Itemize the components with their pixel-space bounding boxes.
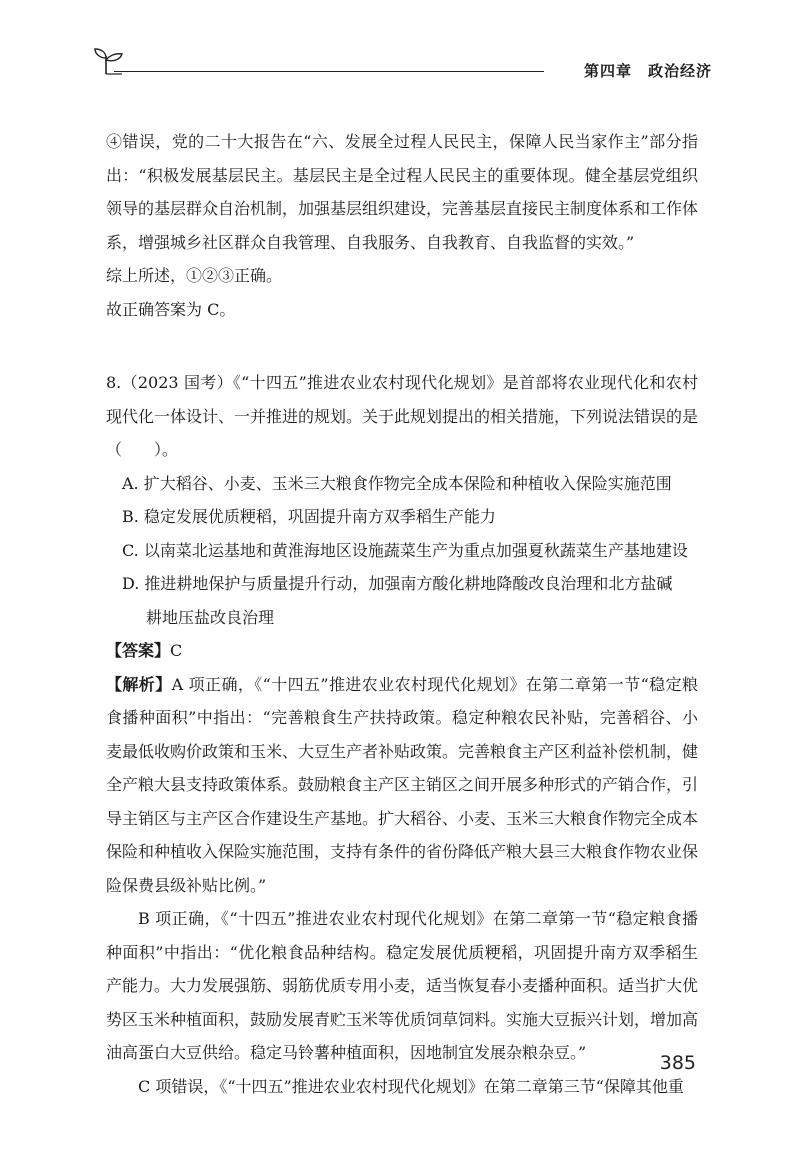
answer-block — [106, 634, 698, 668]
option-c: C. 以南菜北运基地和黄淮海地区设施蔬菜生产为重点加强夏秋蔬菜生产基地建设 — [122, 540, 688, 560]
analysis-b: B 项正确，《“十四五”推进农业农村现代化规划》在第二章第一节“稳定粮食播种面积”中指出：“优化粮食品种结构。稳定发展优质粳稻，巩固提升南方双季稻生产能力。大力发展强筋、弱筋优质专用小麦，适当恢复春小麦播种面积。适当扩大优势区玉米种植面积，鼓励发展青贮玉米等优质饲草饲料。实施大豆振兴计划，增加高油高蛋白大豆供给。稳定马铃薯种植面积，因地制宜发展杂粮杂豆。” — [106, 909, 699, 1062]
analysis-tag: 【解析】 — [106, 674, 172, 694]
page-body — [106, 125, 698, 1103]
option-a: A. 扩大稻谷、小麦、玉米三大粮食作物完全成本保险和种植收入保险实施范围 — [122, 473, 672, 493]
sprout-icon — [92, 44, 126, 78]
analysis-a-text: A 项正确，《“十四五”推进农业农村现代化规划》在第二章第一节“稳定粮食播种面积”中指出：“完善粮食生产扶持政策。稳定种粮农民补贴，完善稻谷、小麦最低收购价政策和玉米、大豆生产者补贴政策。完善粮食主产区利益补偿机制，健全产粮大县支持政策体系。鼓励粮食主产区主销区之间开展多种形式的产销合作，引导主销区与主产区合作建设生产基地。扩大稻谷、小麦、玉米三大粮食作物完全成本保险和种植收入保险实施范围，支持有条件的省份降低产粮大县三大粮食作物农业保险保费县级补贴比例。” — [106, 674, 699, 895]
question-stem: 8.（2023 国考）《“十四五”推进农业农村现代化规划》是首部将农业现代化和农村现代化一体设计、一并推进的规划。关于此规划提出的相关措施，下列说法错误的是（ ）。 — [106, 373, 699, 459]
spacer — [106, 326, 698, 366]
analysis-a — [106, 668, 698, 903]
page-header — [92, 44, 712, 84]
analysis-c: C 项错误，《“十四五”推进农业农村现代化规划》在第二章第三节“保障其他重 — [138, 1076, 684, 1096]
option-b: B. 稳定发展优质粳稻，巩固提升南方双季稻生产能力 — [122, 507, 496, 526]
answer-value: C — [170, 641, 183, 660]
header-rule — [114, 71, 544, 72]
chapter-title: 第四章 政治经济 — [583, 62, 712, 80]
answer-line: 故正确答案为 C。 — [106, 299, 236, 319]
answer-tag: 【答案】 — [106, 641, 171, 660]
paragraph-item-4: ④错误，党的二十大报告在“六、发展全过程人民民主，保障人民当家作主”部分指出：“积极发展基层民主。基层民主是全过程人民民主的重要体现。健全基层党组织领导的基层群众自治机制，加强基层组织建设，完善基层直接民主制度体系和工作体系，增强城乡社区群众自我管理、自我服务、自我教育、自我监督的实效。” — [106, 132, 699, 252]
option-d-continued: 耕地压盐改良治理 — [146, 607, 275, 627]
option-d: D. 推进耕地保护与质量提升行动，加强南方酸化耕地降酸改良治理和北方盐碱 — [122, 574, 673, 593]
page-number: 385 — [659, 1052, 696, 1074]
summary-line: 综上所述，①②③正确。 — [106, 266, 283, 285]
